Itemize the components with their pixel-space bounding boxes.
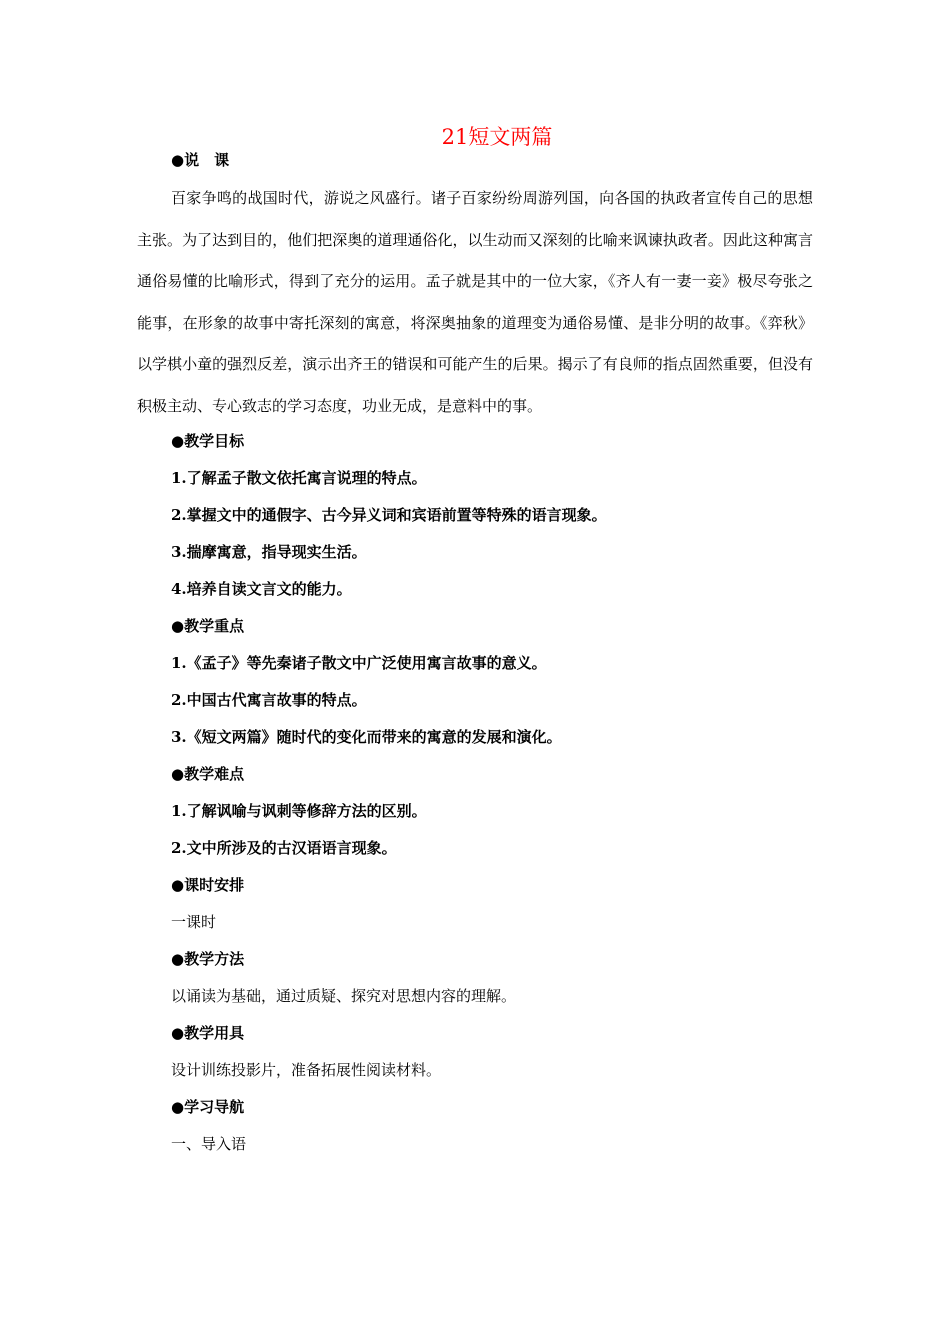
section-heading-goals: ●教学目标 [171,432,245,450]
key-point-item: 1.《孟子》等先秦诸子散文中广泛使用寓言故事的意义。 [171,654,547,672]
section-heading-tools: ●教学用具 [171,1024,245,1042]
section-heading-difficult-points: ●教学难点 [171,765,245,783]
method-text: 以诵读为基础，通过质疑、探究对思想内容的理解。 [171,987,517,1005]
document-title: 21短文两篇 [441,125,553,149]
document-body [137,150,813,1154]
goal-item: 2.掌握文中的通假字、古今异义词和宾语前置等特殊的语言现象。 [171,506,607,524]
navigation-item: 一、导入语 [171,1135,247,1153]
difficult-point-item: 2.文中所涉及的古汉语语言现象。 [171,839,397,857]
key-point-item: 3.《短文两篇》随时代的变化而带来的寓意的发展和演化。 [171,728,562,746]
goal-item: 1.了解孟子散文依托寓言说理的特点。 [171,469,427,487]
schedule-text: 一课时 [171,913,217,931]
shuoke-paragraph: 百家争鸣的战国时代，游说之风盛行。诸子百家纷纷周游列国，向各国的执政者宣传自己的思想主张。为了达到目的，他们把深奥的道理通俗化，以生动而又深刻的比喻来讽谏执政者。因此这种寓言通俗易懂的比喻形式，得到了充分的运用。孟子就是其中的一位大家，《齐人有一妻一妾》极尽夸张之能事，在形象的故事中寄托深刻的寓意，将深奥抽象的道理变为通俗易懂、是非分明的故事。《弈秋》以学棋小童的强烈反差，演示出齐王的错误和可能产生的后果。揭示了有良师的指点固然重要，但没有积极主动、专心致志的学习态度，功业无成，是意料中的事。 [137,189,813,415]
difficult-point-item: 1.了解讽喻与讽刺等修辞方法的区别。 [171,802,427,820]
section-heading-shuoke: ●说 课 [171,151,230,169]
key-point-item: 2.中国古代寓言故事的特点。 [171,691,367,709]
tools-text: 设计训练投影片，准备拓展性阅读材料。 [171,1061,442,1079]
section-heading-method: ●教学方法 [171,950,245,968]
section-heading-navigation: ●学习导航 [171,1098,245,1116]
goal-item: 3.揣摩寓意，指导现实生活。 [171,543,367,561]
section-heading-schedule: ●课时安排 [171,876,245,894]
section-heading-key-points: ●教学重点 [171,617,245,635]
goal-item: 4.培养自读文言文的能力。 [171,580,352,598]
